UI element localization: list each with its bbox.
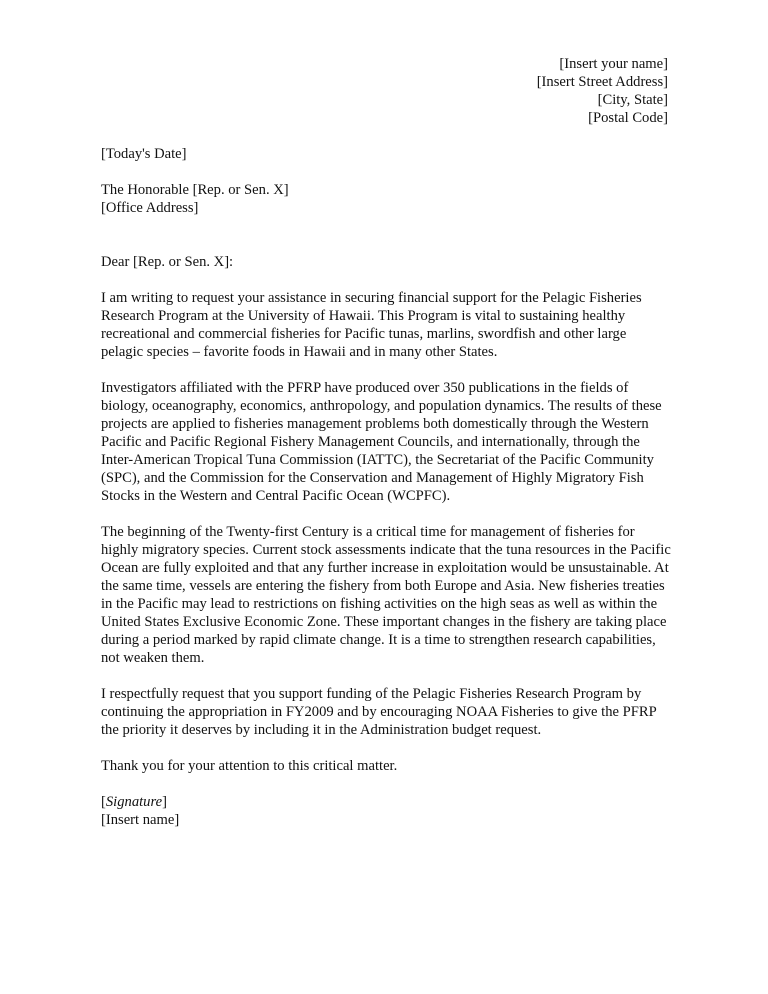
recipient-address: [Office Address] [101,200,199,216]
sender-city-state: [City, State] [597,92,668,108]
signature-close-bracket: ] [162,794,167,810]
paragraph-critical-time: The beginning of the Twenty-first Century is a critical time for management of fisheries for highly migratory species. Current stock assessments indicate that the tuna resources in the Pacific Ocean are fully exploited and that any further increase in exploitation would be unsustainable. At the same time, vessels are entering the fishery from both Europe and Asia. New fisheries treaties in the Pacific may lead to restrictions on fishing activities on the high seas as well as within the United States Exclusive Economic Zone. These important changes in the fishery are taking place during a period marked by rapid climate change. It is a time to strengthen research capabilities, not weaken them. [101,524,671,666]
paragraph-publications: Investigators affiliated with the PFRP have produced over 350 publications in the fields of biology, oceanography, economics, anthropology, and population dynamics. The results of these projects are applied to fisheries management problems both domestically through the Western Pacific and Pacific Regional Fishery Management Councils, and internationally, through the Inter-American Tropical Tuna Commission (IATTC), the Secretariat of the Pacific Community (SPC), and the Commission for the Conservation and Management of Highly Migratory Fish Stocks in the Western and Central Pacific Ocean (WCPFC). [101,380,662,504]
signature-block [101,793,671,829]
signer-name: [Insert name] [101,812,180,828]
signature-line [101,793,671,811]
letter-date: [Today's Date] [101,146,187,162]
closing-line: Thank you for your attention to this critical matter. [101,758,398,774]
recipient-name: The Honorable [Rep. or Sen. X] [101,182,289,198]
recipient-block [101,181,671,217]
sender-postal-code: [Postal Code] [588,110,668,126]
sender-address-block [537,55,668,127]
paragraph-intro: I am writing to request your assistance in securing financial support for the Pelagic Fisheries Research Program at the University of Hawaii. This Program is vital to sustaining healthy recreational and commercial fisheries for Pacific tunas, marlins, swordfish and other large pelagic species – favorite foods in Hawaii and in many other States. [101,290,642,360]
signature-open-bracket: [ [101,794,106,810]
letter-body [101,145,671,829]
signature-label: Signature [105,794,163,810]
sender-street: [Insert Street Address] [536,74,668,90]
sender-name: [Insert your name] [559,56,668,72]
paragraph-request: I respectfully request that you support funding of the Pelagic Fisheries Research Program by continuing the appropriation in FY2009 and by encouraging NOAA Fisheries to give the PFRP the priority it deserves by including it in the Administration budget request. [101,686,657,738]
salutation: Dear [Rep. or Sen. X]: [101,254,234,270]
